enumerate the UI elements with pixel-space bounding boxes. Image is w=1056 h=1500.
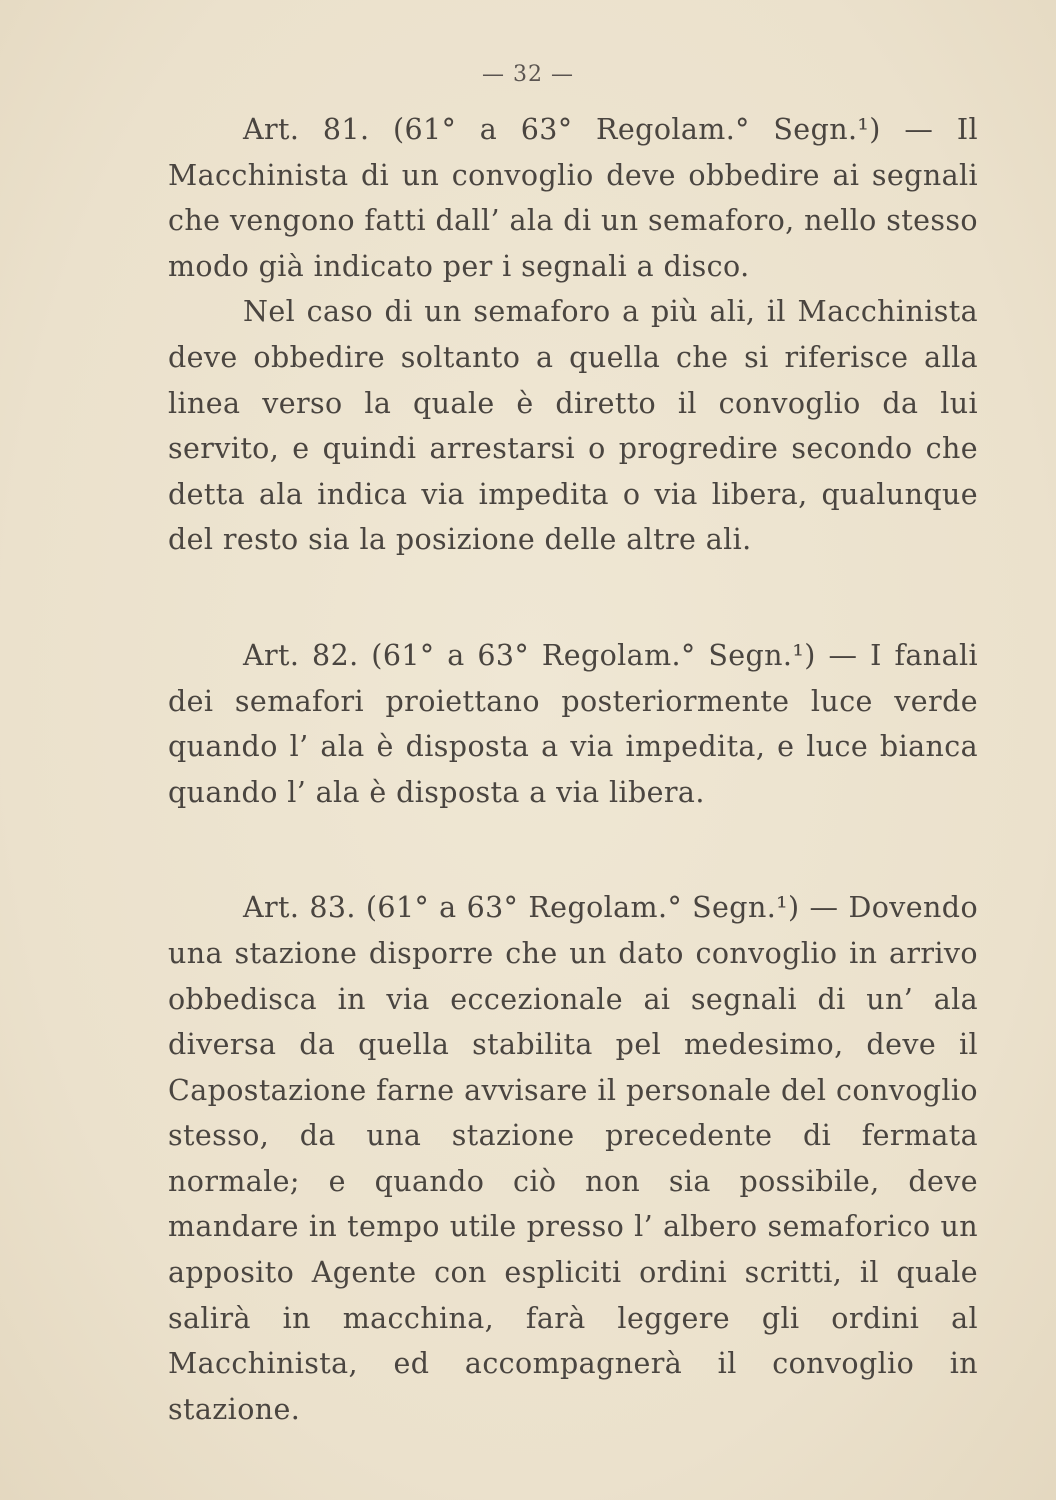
article-81-paragraph-2: Nel caso di un semaforo a più ali, il Macchinista deve obbedire soltanto a quella che si riferisce alla linea verso la quale è diretto il convoglio da lui servito, e quindi arrestarsi o progredire secondo che detta ala indica via impedita o via libera, qualunque del resto sia la posizione delle altre ali.	[168, 295, 978, 557]
article-82-paragraph-1: Art. 82. (61° a 63° Regolam.° Segn.¹) — I fanali dei semafori proiettano posteriormente luce verde quando l’ ala è disposta a via impedita, e luce bianca quando l’ ala è disposta a via libera.	[168, 638, 978, 809]
page-number: — 32 —	[482, 62, 574, 87]
article-83	[168, 885, 978, 1432]
article-81	[168, 107, 978, 563]
article-82	[168, 633, 978, 815]
article-83-paragraph-1: Art. 83. (61° a 63° Regolam.° Segn.¹) — Dovendo una stazione disporre che un dato convoglio in arrivo obbedisca in via eccezionale ai segnali di un’ ala diversa da quella stabilita pel medesimo, deve il Capostazione farne avvisare il personale del convoglio stesso, da una stazione precedente di fermata normale; e quando ciò non sia possibile, deve mandare in tempo utile presso l’ albero semaforico un apposito Agente con espliciti ordini scritti, il quale salirà in macchina, farà leggere gli ordini al Macchinista, ed accompagnerà il convoglio in stazione.	[168, 891, 978, 1426]
page-body	[168, 107, 978, 1432]
article-81-paragraph-1: Art. 81. (61° a 63° Regolam.° Segn.¹) — Il Macchinista di un convoglio deve obbedire ai segnali che vengono fatti dall’ ala di un semaforo, nello stesso modo già indicato per i segnali a disco.	[168, 113, 978, 283]
